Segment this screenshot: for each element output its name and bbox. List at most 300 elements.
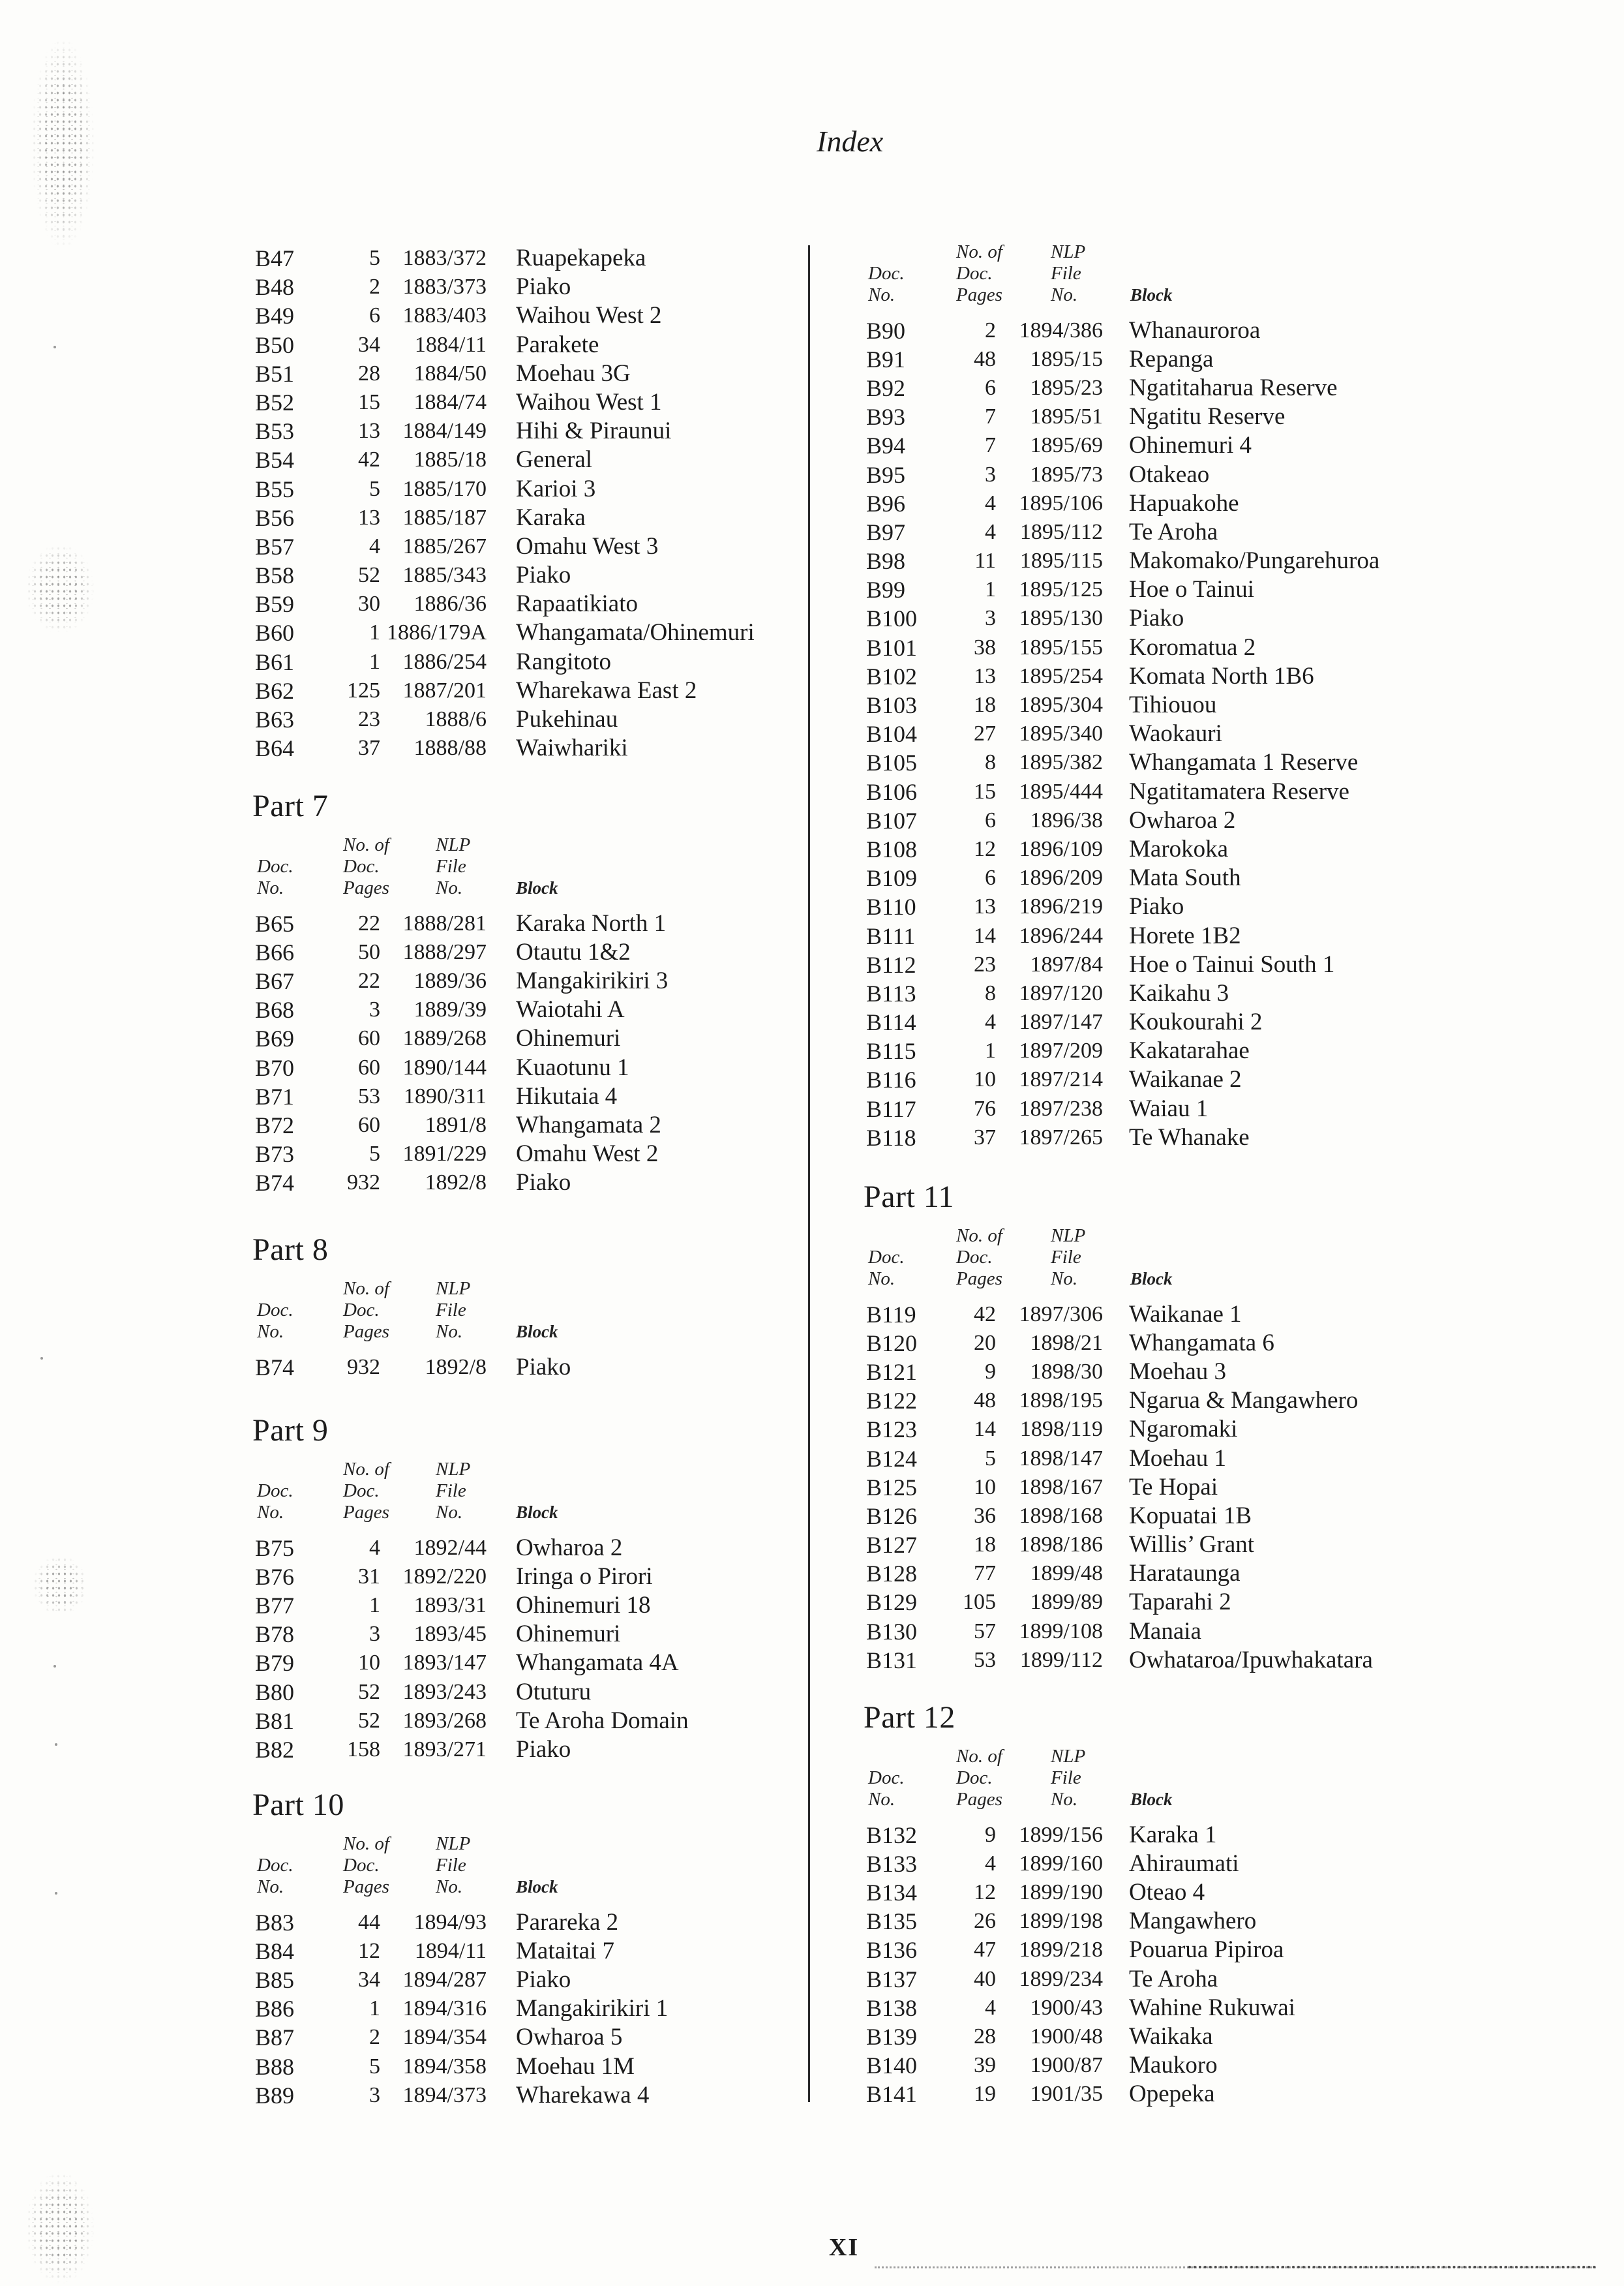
doc-no: B47 xyxy=(255,245,295,271)
block-name: Whangamata 1 Reserve xyxy=(1129,749,1359,776)
block-name: Moehau 1M xyxy=(516,2052,635,2080)
doc-pages: 28 xyxy=(358,361,380,386)
index-rows xyxy=(866,1821,1584,2109)
index-entry xyxy=(866,1588,1584,1617)
index-entry xyxy=(866,835,1584,864)
doc-pages: 3 xyxy=(369,2082,380,2107)
nlp-file-no: 1884/74 xyxy=(414,389,487,414)
doc-pages: 4 xyxy=(369,534,380,558)
column-header-pages-line-2: Doc. xyxy=(343,1855,380,1876)
index-entry xyxy=(255,1168,803,1197)
column-header-doc-line-2: Doc. xyxy=(868,263,905,284)
doc-no: B101 xyxy=(866,634,918,661)
doc-pages: 10 xyxy=(974,1474,996,1499)
part-heading: Part 9 xyxy=(252,1413,329,1448)
column-header-file-line-2: File xyxy=(436,1300,466,1321)
doc-no: B116 xyxy=(866,1067,916,1093)
block-name: Opepeka xyxy=(1129,2080,1215,2108)
column-header-doc-line-2: Doc. xyxy=(868,1247,905,1268)
column-header-file-line-3: No. xyxy=(436,1502,463,1523)
index-entry xyxy=(866,748,1584,777)
part-12-section xyxy=(866,1699,1584,2109)
column-header-doc-line-2: Doc. xyxy=(257,1855,293,1876)
block-name: Omahu West 3 xyxy=(516,532,659,560)
index-entry xyxy=(866,518,1584,547)
nlp-file-no: 1899/89 xyxy=(1030,1590,1103,1615)
column-header-block: Block xyxy=(516,878,558,898)
block-name: Pukehinau xyxy=(516,706,618,733)
block-name: Mataitai 7 xyxy=(516,1937,615,1964)
block-name: Karaka North 1 xyxy=(516,909,667,937)
doc-pages: 52 xyxy=(358,1679,380,1704)
block-name: Waokauri xyxy=(1129,720,1222,748)
block-name: Waiwhariki xyxy=(516,735,628,762)
nlp-file-no: 1887/201 xyxy=(402,678,487,703)
doc-pages: 47 xyxy=(974,1938,996,1962)
index-entry xyxy=(255,1140,803,1168)
index-rows xyxy=(255,1353,803,1382)
nlp-file-no: 1899/112 xyxy=(1019,1647,1103,1672)
doc-pages: 10 xyxy=(974,1067,996,1092)
block-name: Komata North 1B6 xyxy=(1129,662,1314,690)
column-header xyxy=(255,1278,803,1343)
nlp-file-no: 1883/403 xyxy=(402,303,487,328)
doc-no: B79 xyxy=(255,1650,295,1677)
doc-no: B74 xyxy=(255,1354,295,1380)
nlp-file-no: 1893/243 xyxy=(402,1679,487,1704)
part-heading: Part 10 xyxy=(252,1788,344,1822)
column-header-file-line-1: NLP xyxy=(1051,1746,1086,1767)
nlp-file-no: 1899/198 xyxy=(1019,1909,1103,1934)
doc-no: B81 xyxy=(255,1707,295,1734)
index-entry xyxy=(255,1966,803,1994)
block-name: Omahu West 2 xyxy=(516,1140,659,1168)
doc-pages: 20 xyxy=(974,1330,996,1355)
continued-entries-section xyxy=(255,244,803,763)
doc-pages: 12 xyxy=(358,1938,380,1963)
doc-pages: 22 xyxy=(358,968,380,993)
index-entry xyxy=(866,1850,1584,1878)
block-name: Mangawhero xyxy=(1129,1908,1257,1935)
index-entry xyxy=(255,1562,803,1591)
doc-no: B121 xyxy=(866,1358,918,1385)
index-entry xyxy=(866,1123,1584,1152)
block-name: Piako xyxy=(516,273,571,301)
nlp-file-no: 1895/106 xyxy=(1019,491,1103,515)
doc-pages: 105 xyxy=(963,1590,996,1615)
nlp-file-no: 1897/209 xyxy=(1019,1039,1103,1063)
block-name: Parareka 2 xyxy=(516,1908,619,1936)
column-header-file-line-3: No. xyxy=(436,877,463,899)
column-header-block: Block xyxy=(516,1877,558,1897)
block-name: General xyxy=(516,446,593,474)
doc-pages: 60 xyxy=(358,1026,380,1051)
scan-dot xyxy=(53,346,56,348)
block-name: Karaka xyxy=(516,504,586,531)
column-header-file-line-2: File xyxy=(436,856,466,877)
doc-pages: 5 xyxy=(369,2054,380,2079)
column-header-pages-line-2: Doc. xyxy=(343,856,380,877)
doc-no: B48 xyxy=(255,274,295,301)
block-name: Karaka 1 xyxy=(1129,1821,1217,1848)
index-entry xyxy=(866,1473,1584,1502)
doc-pages: 53 xyxy=(358,1084,380,1108)
column-header-pages-line-3: Pages xyxy=(343,1876,389,1898)
index-entry xyxy=(866,922,1584,951)
nlp-file-no: 1885/187 xyxy=(402,505,487,530)
doc-pages: 4 xyxy=(985,1995,996,2020)
scan-dot xyxy=(55,1743,57,1746)
nlp-file-no: 1886/254 xyxy=(402,649,487,674)
doc-pages: 3 xyxy=(985,606,996,631)
nlp-file-no: 1892/8 xyxy=(425,1170,487,1195)
doc-pages: 30 xyxy=(358,592,380,617)
column-header-file-line-1: NLP xyxy=(1051,241,1086,262)
doc-pages: 932 xyxy=(347,1170,380,1195)
doc-no: B87 xyxy=(255,2024,295,2051)
doc-no: B96 xyxy=(866,490,906,517)
index-entry xyxy=(866,1907,1584,1936)
continued-entries-section xyxy=(866,241,1584,1152)
nlp-file-no: 1891/8 xyxy=(425,1112,487,1137)
doc-pages: 8 xyxy=(985,981,996,1005)
block-name: Waihou West 2 xyxy=(516,302,662,329)
scan-speckle xyxy=(26,545,94,633)
index-entry xyxy=(866,892,1584,921)
doc-pages: 1 xyxy=(985,1039,996,1063)
nlp-file-no: 1886/36 xyxy=(414,592,487,617)
doc-pages: 2 xyxy=(369,2025,380,2050)
block-name: Te Aroha xyxy=(1129,518,1218,545)
nlp-file-no: 1897/265 xyxy=(1019,1125,1103,1150)
doc-pages: 22 xyxy=(358,911,380,936)
nlp-file-no: 1899/190 xyxy=(1019,1880,1103,1904)
doc-pages: 14 xyxy=(974,1417,996,1442)
doc-no: B64 xyxy=(255,735,295,762)
doc-no: B135 xyxy=(866,1908,918,1935)
nlp-file-no: 1893/147 xyxy=(402,1651,487,1675)
nlp-file-no: 1896/209 xyxy=(1019,866,1103,891)
block-name: Otautu 1&2 xyxy=(516,938,631,966)
doc-pages: 7 xyxy=(985,404,996,429)
doc-no: B119 xyxy=(866,1301,916,1328)
nlp-file-no: 1883/372 xyxy=(402,246,487,270)
doc-pages: 4 xyxy=(985,1010,996,1035)
index-entry xyxy=(255,2081,803,2110)
index-entry xyxy=(866,575,1584,604)
block-name: Whangamata/Ohinemuri xyxy=(516,619,755,647)
column-header xyxy=(255,834,803,900)
column-header-file-line-1: NLP xyxy=(436,1278,471,1299)
nlp-file-no: 1892/220 xyxy=(402,1564,487,1589)
nlp-file-no: 1896/244 xyxy=(1019,923,1103,948)
doc-pages: 12 xyxy=(974,836,996,861)
index-entry xyxy=(866,633,1584,662)
doc-pages: 34 xyxy=(358,1967,380,1992)
page-number: XI xyxy=(828,2234,860,2261)
scan-speckle xyxy=(33,1556,87,1615)
index-entry xyxy=(866,431,1584,460)
index-entry xyxy=(866,1008,1584,1037)
index-entry xyxy=(255,1353,803,1382)
index-entry xyxy=(866,1617,1584,1646)
index-entry xyxy=(255,1908,803,1937)
doc-no: B82 xyxy=(255,1736,295,1763)
nlp-file-no: 1894/11 xyxy=(414,1938,487,1963)
nlp-file-no: 1883/373 xyxy=(402,275,487,299)
nlp-file-no: 1898/195 xyxy=(1019,1388,1103,1413)
index-entry xyxy=(866,864,1584,892)
nlp-file-no: 1895/51 xyxy=(1030,404,1103,429)
nlp-file-no: 1897/147 xyxy=(1019,1010,1103,1035)
left-column xyxy=(252,0,803,2286)
doc-pages: 48 xyxy=(974,346,996,371)
doc-no: B72 xyxy=(255,1112,295,1138)
doc-pages: 4 xyxy=(985,491,996,515)
part-heading: Part 8 xyxy=(252,1232,329,1267)
index-entry xyxy=(866,1646,1584,1675)
index-entry xyxy=(866,1444,1584,1473)
index-entry xyxy=(866,1994,1584,2022)
block-name: Te Aroha Domain xyxy=(516,1707,689,1734)
index-entry xyxy=(255,1534,803,1562)
index-entry xyxy=(866,1095,1584,1123)
block-name: Hapuakohe xyxy=(1129,489,1239,517)
index-entry xyxy=(866,1415,1584,1444)
block-name: Moehau 1 xyxy=(1129,1444,1226,1472)
index-rows xyxy=(255,909,803,1198)
doc-pages: 15 xyxy=(358,389,380,414)
index-entry xyxy=(255,301,803,330)
index-entry xyxy=(255,273,803,301)
doc-no: B139 xyxy=(866,2023,918,2050)
nlp-file-no: 1894/386 xyxy=(1019,318,1103,343)
block-name: Oteao 4 xyxy=(1129,1878,1205,1906)
column-header-file-line-3: No. xyxy=(436,1321,463,1343)
index-entry xyxy=(866,461,1584,489)
doc-pages: 3 xyxy=(369,1622,380,1647)
doc-pages: 48 xyxy=(974,1388,996,1413)
doc-pages: 37 xyxy=(358,736,380,761)
nlp-file-no: 1899/160 xyxy=(1019,1851,1103,1876)
doc-no: B125 xyxy=(866,1474,918,1501)
block-name: Tihiouou xyxy=(1129,692,1217,719)
nlp-file-no: 1891/229 xyxy=(402,1142,487,1166)
block-name: Te Hopai xyxy=(1129,1473,1218,1501)
doc-pages: 6 xyxy=(369,303,380,328)
doc-no: B117 xyxy=(866,1095,916,1122)
doc-pages: 14 xyxy=(974,923,996,948)
doc-pages: 3 xyxy=(369,998,380,1022)
block-name: Ohinemuri 18 xyxy=(516,1591,651,1619)
doc-pages: 7 xyxy=(985,433,996,458)
scan-dot xyxy=(53,1665,56,1668)
block-name: Waihou West 1 xyxy=(516,388,662,416)
index-entry xyxy=(255,1024,803,1053)
column-header-file-line-2: File xyxy=(1051,263,1081,284)
block-name: Pouarua Pipiroa xyxy=(1129,1936,1284,1964)
doc-no: B129 xyxy=(866,1589,918,1616)
column-divider xyxy=(808,245,810,2102)
nlp-file-no: 1894/287 xyxy=(402,1967,487,1992)
index-rows xyxy=(255,1534,803,1765)
column-header-pages-line-3: Pages xyxy=(343,1502,389,1523)
doc-no: B71 xyxy=(255,1083,295,1110)
nlp-file-no: 1888/281 xyxy=(402,911,487,936)
doc-pages: 42 xyxy=(974,1302,996,1326)
running-head: Index xyxy=(817,125,884,158)
doc-pages: 28 xyxy=(974,2024,996,2049)
nlp-file-no: 1898/119 xyxy=(1019,1417,1103,1442)
block-name: Wahine Rukuwai xyxy=(1129,1994,1295,2021)
doc-pages: 13 xyxy=(974,894,996,919)
doc-no: B84 xyxy=(255,1938,295,1964)
index-entry xyxy=(255,1937,803,1966)
doc-pages: 158 xyxy=(347,1737,380,1761)
column-header-file-line-2: File xyxy=(1051,1247,1081,1268)
doc-pages: 13 xyxy=(974,663,996,688)
doc-no: B61 xyxy=(255,648,295,675)
block-name: Piako xyxy=(516,1353,571,1380)
index-entry xyxy=(866,1559,1584,1588)
column-header-pages-line-3: Pages xyxy=(956,1789,1002,1810)
column-header xyxy=(866,1225,1584,1290)
doc-pages: 37 xyxy=(974,1125,996,1150)
index-entry xyxy=(866,1358,1584,1386)
column-header-pages-line-3: Pages xyxy=(956,1268,1002,1290)
block-name: Parakete xyxy=(516,331,599,358)
nlp-file-no: 1897/238 xyxy=(1019,1096,1103,1121)
index-entry xyxy=(255,705,803,734)
doc-no: B109 xyxy=(866,865,918,892)
nlp-file-no: 1896/38 xyxy=(1030,808,1103,832)
doc-no: B123 xyxy=(866,1416,918,1443)
index-entry xyxy=(255,648,803,677)
doc-pages: 8 xyxy=(985,750,996,775)
index-entry xyxy=(866,979,1584,1008)
nlp-file-no: 1900/48 xyxy=(1030,2024,1103,2049)
doc-no: B55 xyxy=(255,476,295,502)
block-name: Otakeao xyxy=(1129,461,1210,488)
block-name: Kuaotunu 1 xyxy=(516,1054,629,1081)
index-entry xyxy=(255,532,803,561)
right-column xyxy=(866,0,1584,2286)
nlp-file-no: 1894/316 xyxy=(402,1996,487,2021)
doc-pages: 1 xyxy=(369,620,380,645)
nlp-file-no: 1894/93 xyxy=(414,1910,487,1934)
nlp-file-no: 1895/112 xyxy=(1019,519,1103,544)
doc-no: B73 xyxy=(255,1141,295,1168)
nlp-file-no: 1899/48 xyxy=(1030,1561,1103,1586)
block-name: Whangamata 2 xyxy=(516,1111,661,1138)
index-entry xyxy=(255,1735,803,1764)
doc-no: B105 xyxy=(866,750,918,776)
block-name: Te Whanake xyxy=(1129,1123,1250,1151)
index-entry xyxy=(255,388,803,417)
block-name: Hikutaia 4 xyxy=(516,1082,618,1110)
doc-no: B53 xyxy=(255,418,295,445)
nlp-file-no: 1889/268 xyxy=(402,1026,487,1051)
index-rows xyxy=(255,244,803,763)
doc-no: B89 xyxy=(255,2082,295,2109)
nlp-file-no: 1898/21 xyxy=(1030,1330,1103,1355)
block-name: Owhataroa/Ipuwhakatara xyxy=(1129,1646,1373,1673)
doc-no: B103 xyxy=(866,692,918,719)
doc-no: B140 xyxy=(866,2052,918,2079)
doc-pages: 4 xyxy=(985,1851,996,1876)
doc-no: B50 xyxy=(255,331,295,358)
doc-no: B108 xyxy=(866,836,918,862)
nlp-file-no: 1896/219 xyxy=(1019,894,1103,919)
doc-no: B102 xyxy=(866,663,918,690)
block-name: Hihi & Piraunui xyxy=(516,418,672,445)
doc-no: B95 xyxy=(866,461,906,488)
doc-pages: 9 xyxy=(985,1359,996,1384)
column-header-doc-line-3: No. xyxy=(868,284,895,306)
doc-pages: 57 xyxy=(974,1619,996,1643)
doc-no: B80 xyxy=(255,1679,295,1705)
index-rows xyxy=(866,316,1584,1152)
block-name: Ngatitu Reserve xyxy=(1129,403,1286,431)
index-entry xyxy=(866,1531,1584,1559)
index-entry xyxy=(866,403,1584,431)
index-entry xyxy=(866,1821,1584,1850)
index-entry xyxy=(866,489,1584,518)
doc-pages: 27 xyxy=(974,722,996,746)
column-header-block: Block xyxy=(516,1502,558,1523)
index-rows xyxy=(866,1300,1584,1675)
doc-no: B131 xyxy=(866,1647,918,1673)
block-name: Moehau 3 xyxy=(1129,1358,1226,1385)
nlp-file-no: 1899/108 xyxy=(1019,1619,1103,1643)
column-header-doc-line-3: No. xyxy=(257,1321,284,1343)
part-7-section xyxy=(252,788,803,1197)
doc-no: B137 xyxy=(866,1966,918,1992)
column-header-doc-line-3: No. xyxy=(257,877,284,899)
nlp-file-no: 1885/267 xyxy=(402,534,487,558)
doc-no: B133 xyxy=(866,1850,918,1877)
doc-pages: 9 xyxy=(985,1822,996,1847)
doc-pages: 1 xyxy=(369,1593,380,1617)
nlp-file-no: 1889/36 xyxy=(414,968,487,993)
part-8-section xyxy=(252,1232,803,1382)
index-entry xyxy=(255,677,803,705)
block-name: Hoe o Tainui xyxy=(1129,576,1254,603)
doc-no: B49 xyxy=(255,303,295,329)
block-name: Marokoka xyxy=(1129,835,1229,862)
block-name: Ruapekapeka xyxy=(516,245,646,271)
doc-no: B57 xyxy=(255,533,295,560)
nlp-file-no: 1898/147 xyxy=(1019,1446,1103,1471)
block-name: Horete 1B2 xyxy=(1129,922,1241,949)
nlp-file-no: 1892/44 xyxy=(414,1535,487,1560)
nlp-file-no: 1900/87 xyxy=(1030,2053,1103,2078)
doc-no: B112 xyxy=(866,951,916,978)
column-header-doc-line-3: No. xyxy=(868,1789,895,1810)
nlp-file-no: 1893/31 xyxy=(414,1593,487,1617)
index-entry xyxy=(255,1620,803,1649)
index-entry xyxy=(866,345,1584,374)
block-name: Rangitoto xyxy=(516,648,611,675)
block-name: Wharekawa East 2 xyxy=(516,677,697,704)
nlp-file-no: 1894/373 xyxy=(402,2082,487,2107)
index-entry xyxy=(255,909,803,938)
part-11-section xyxy=(866,1179,1584,1675)
scan-speckle xyxy=(26,2172,94,2283)
index-entry xyxy=(866,1965,1584,1994)
index-entry xyxy=(255,618,803,647)
nlp-file-no: 1895/125 xyxy=(1019,577,1103,602)
